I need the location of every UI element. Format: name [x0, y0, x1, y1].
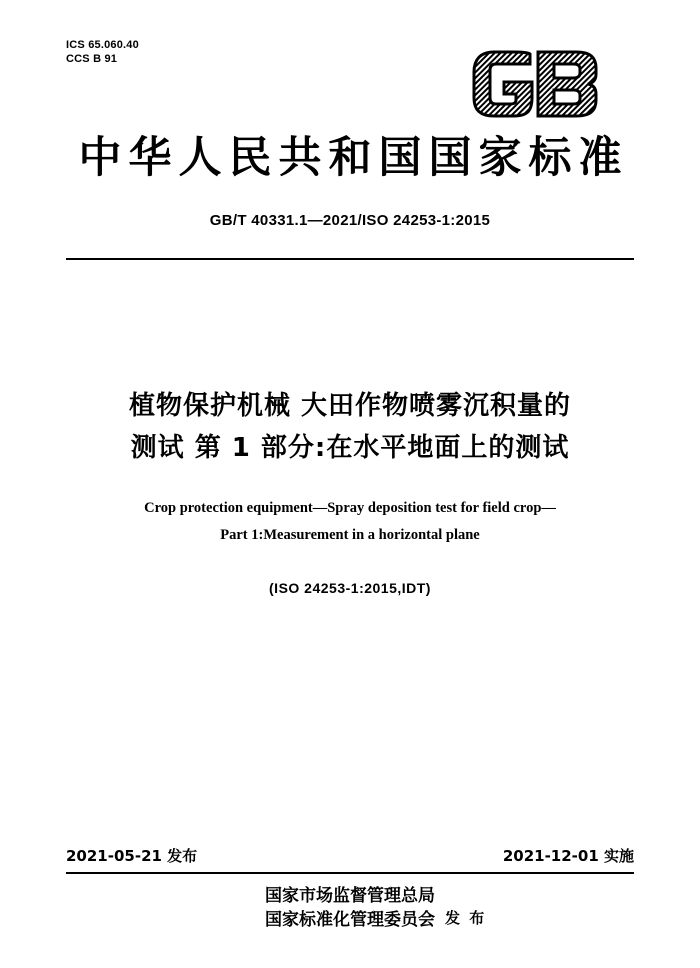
standard-number: GB/T 40331.1—2021/ISO 24253-1:2015: [209, 212, 491, 229]
header-divider: [66, 258, 634, 260]
title-cn-line2: 测试 第 1 部分:在水平地面上的测试: [130, 433, 570, 463]
classification-block: [66, 38, 139, 66]
issuer-line-2: 国家标准化管理委员会: [265, 910, 435, 930]
title-en-line1: Crop protection equipment—Spray deposition test for field crop—: [144, 500, 556, 516]
ccs-code: CCS B 91: [66, 53, 118, 65]
footer-divider: [66, 872, 634, 874]
publish-label: 发 布: [445, 909, 487, 927]
issuer-line-1: 国家市场监督管理总局: [265, 886, 435, 906]
document-title-chinese: [0, 385, 700, 469]
implementation-date: 2021-12-01 实施: [502, 847, 634, 865]
title-en-line2: Part 1:Measurement in a horizontal plane: [220, 527, 480, 543]
issuing-authority: [0, 884, 700, 932]
iso-equivalence-note: (ISO 24253-1:2015,IDT): [269, 580, 431, 596]
gb-logo: [470, 48, 600, 120]
document-title-english: [0, 495, 700, 549]
title-cn-line1: 植物保护机械 大田作物喷雾沉积量的: [128, 391, 572, 421]
national-standard-title: 中华人民共和国国家标准: [78, 133, 629, 183]
ics-code: ICS 65.060.40: [66, 39, 139, 51]
issue-date: 2021-05-21 发布: [66, 847, 198, 865]
